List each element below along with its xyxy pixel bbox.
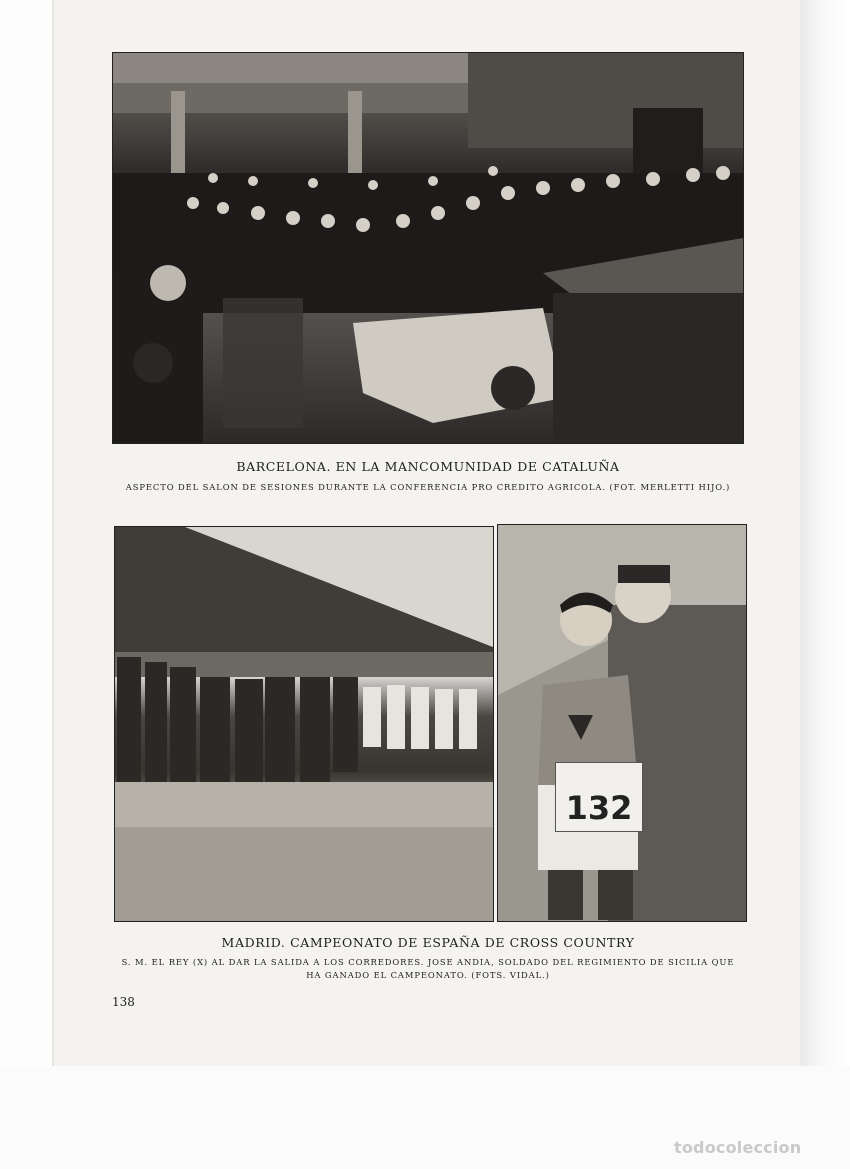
photo2-title: MADRID. CAMPEONATO DE ESPAÑA DE CROSS COUNTRY — [221, 935, 635, 950]
page-margin-left — [0, 0, 52, 1169]
photo1-title: BARCELONA. EN LA MANCOMUNIDAD DE CATALUÑA — [236, 459, 620, 474]
page-number: 138 — [112, 995, 135, 1009]
assembly-hall-photo — [112, 52, 744, 444]
race-bib-number: 132 — [555, 762, 643, 832]
page-margin-right — [800, 0, 850, 1169]
champion-runner-photo — [497, 524, 747, 922]
watermark-logo: todocoleccion — [674, 1138, 802, 1157]
photo2-caption-line1: S. M. EL REY (X) AL DAR LA SALIDA A LOS CORREDORES. JOSE ANDIA, SOLDADO DEL REGIMIENTO DE SICILIA QUE — [121, 957, 735, 967]
cross-country-start-illustration — [115, 527, 493, 921]
champion-runner-illustration — [498, 525, 746, 921]
photo2-caption-line2: HA GANADO EL CAMPEONATO. (FOTS. VIDAL.) — [306, 970, 550, 980]
assembly-hall-illustration — [113, 53, 743, 443]
photo1-caption: ASPECTO DEL SALON DE SESIONES DURANTE LA CONFERENCIA PRO CREDITO AGRICOLA. (FOT. MERLETTI HIJO.) — [125, 482, 731, 492]
cross-country-start-photo — [114, 526, 494, 922]
